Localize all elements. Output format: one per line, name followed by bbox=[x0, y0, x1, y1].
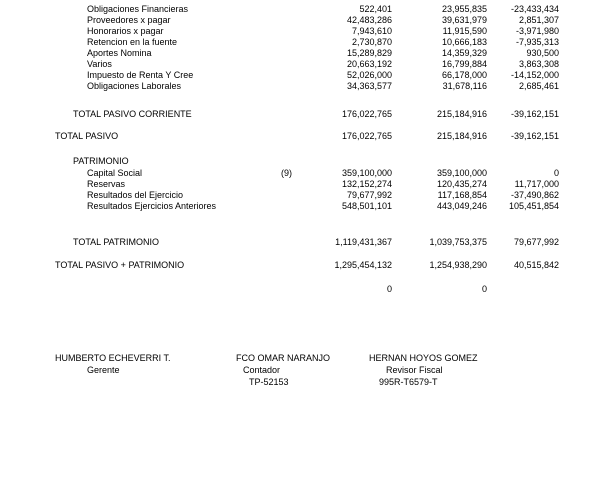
value-previous: 359,100,000 bbox=[436, 168, 487, 178]
value-current: 52,026,000 bbox=[346, 70, 392, 80]
table-row bbox=[0, 179, 612, 189]
section-heading-row bbox=[0, 156, 612, 166]
revisor-tp: 995R-T6579-T bbox=[379, 377, 438, 387]
value-variation: 2,851,307 bbox=[518, 15, 559, 25]
value-current: 79,677,992 bbox=[346, 190, 392, 200]
patrimonio-heading: PATRIMONIO bbox=[73, 156, 129, 166]
row-label: TOTAL PATRIMONIO bbox=[73, 237, 160, 247]
value-current: 20,663,192 bbox=[346, 59, 392, 69]
total-pasivo-row bbox=[0, 131, 612, 141]
value-current: 522,401 bbox=[359, 4, 392, 14]
value-previous: 443,049,246 bbox=[436, 201, 487, 211]
value-variation: 79,677,992 bbox=[513, 237, 559, 247]
row-label: TOTAL PASIVO bbox=[55, 131, 119, 141]
row-label: Aportes Nomina bbox=[87, 48, 152, 58]
value-current: 548,501,101 bbox=[341, 201, 392, 211]
value-current: 132,152,274 bbox=[341, 179, 392, 189]
value-variation: -14,152,000 bbox=[510, 70, 559, 80]
value-current: 1,295,454,132 bbox=[334, 260, 392, 270]
value-current: 2,730,870 bbox=[351, 37, 392, 47]
table-row bbox=[0, 70, 612, 80]
table-row bbox=[0, 37, 612, 47]
value-current: 15,289,829 bbox=[346, 48, 392, 58]
value-previous: 31,678,116 bbox=[442, 81, 487, 91]
value-variation: 0 bbox=[553, 168, 559, 178]
note-ref: (9) bbox=[281, 168, 292, 178]
row-label: Resultados Ejercicios Anteriores bbox=[87, 201, 217, 211]
row-label: Resultados del Ejercicio bbox=[87, 190, 184, 200]
contador-name: FCO OMAR NARANJO bbox=[236, 353, 331, 363]
value-variation: 930,500 bbox=[526, 48, 559, 58]
value-previous: 117,168,854 bbox=[437, 190, 487, 200]
table-row bbox=[0, 201, 612, 211]
revisor-title: Revisor Fiscal bbox=[386, 365, 443, 375]
value-previous: 10,666,183 bbox=[441, 37, 487, 47]
value-previous: 14,359,329 bbox=[441, 48, 487, 58]
total-patrimonio-row bbox=[0, 237, 612, 247]
value-current: 34,363,577 bbox=[346, 81, 392, 91]
row-label: Honorarios x pagar bbox=[87, 26, 164, 36]
value-variation: 2,685,461 bbox=[518, 81, 559, 91]
row-label: Reservas bbox=[87, 179, 126, 189]
value-current: 176,022,765 bbox=[341, 131, 392, 141]
value-current: 42,483,286 bbox=[346, 15, 392, 25]
value-variation: 105,451,854 bbox=[508, 201, 559, 211]
gerente-title: Gerente bbox=[87, 365, 120, 375]
revisor-name: HERNAN HOYOS GOMEZ bbox=[369, 353, 478, 363]
contador-title: Contador bbox=[243, 365, 281, 375]
value-previous: 120,435,274 bbox=[436, 179, 487, 189]
table-row bbox=[0, 190, 612, 200]
value-current: 359,100,000 bbox=[341, 168, 392, 178]
table-row bbox=[0, 168, 612, 178]
value-previous: 39,631,979 bbox=[441, 15, 487, 25]
value-current: 176,022,765 bbox=[341, 109, 392, 119]
row-label: TOTAL PASIVO CORRIENTE bbox=[73, 109, 192, 119]
row-label: TOTAL PASIVO + PATRIMONIO bbox=[55, 260, 185, 270]
row-label: Obligaciones Laborales bbox=[87, 81, 182, 91]
row-label: Proveedores x pagar bbox=[87, 15, 171, 25]
row-label: Varios bbox=[87, 59, 112, 69]
value-previous: 1,039,753,375 bbox=[429, 237, 487, 247]
total-pasivo-patrimonio-row bbox=[0, 260, 612, 270]
row-label: Retencion en la fuente bbox=[87, 37, 178, 47]
table-row bbox=[0, 15, 612, 25]
total-pasivo-corriente-row bbox=[0, 109, 612, 119]
row-label: Capital Social bbox=[87, 168, 143, 178]
value-variation: -37,490,862 bbox=[510, 190, 559, 200]
value-variation: -23,433,434 bbox=[510, 4, 559, 14]
value-previous: 11,915,590 bbox=[442, 26, 487, 36]
table-row bbox=[0, 81, 612, 91]
value-variation: 11,717,000 bbox=[514, 179, 559, 189]
value-previous: 1,254,938,290 bbox=[429, 260, 487, 270]
value-variation: 3,863,308 bbox=[518, 59, 559, 69]
gerente-name: HUMBERTO ECHEVERRI T. bbox=[55, 353, 171, 363]
table-row bbox=[0, 4, 612, 14]
value-previous: 66,178,000 bbox=[441, 70, 487, 80]
value-previous: 23,955,835 bbox=[441, 4, 487, 14]
row-label: Impuesto de Renta Y Cree bbox=[87, 70, 194, 80]
value-variation: 40,515,842 bbox=[513, 260, 559, 270]
value-current: 7,943,610 bbox=[351, 26, 392, 36]
contador-tp: TP-52153 bbox=[249, 377, 289, 387]
table-row bbox=[0, 48, 612, 58]
value-variation: -7,935,313 bbox=[515, 37, 559, 47]
value-current: 1,119,431,367 bbox=[335, 237, 392, 247]
value-previous: 0 bbox=[481, 284, 487, 294]
row-label: Obligaciones Financieras bbox=[87, 4, 189, 14]
value-variation: -3,971,980 bbox=[515, 26, 559, 36]
table-row bbox=[0, 59, 612, 69]
value-current: 0 bbox=[386, 284, 392, 294]
value-previous: 215,184,916 bbox=[436, 109, 487, 119]
table-row bbox=[0, 26, 612, 36]
check-row bbox=[0, 284, 612, 294]
value-variation: -39,162,151 bbox=[510, 131, 559, 141]
value-previous: 215,184,916 bbox=[436, 131, 487, 141]
value-variation: -39,162,151 bbox=[510, 109, 559, 119]
value-previous: 16,799,884 bbox=[441, 59, 487, 69]
